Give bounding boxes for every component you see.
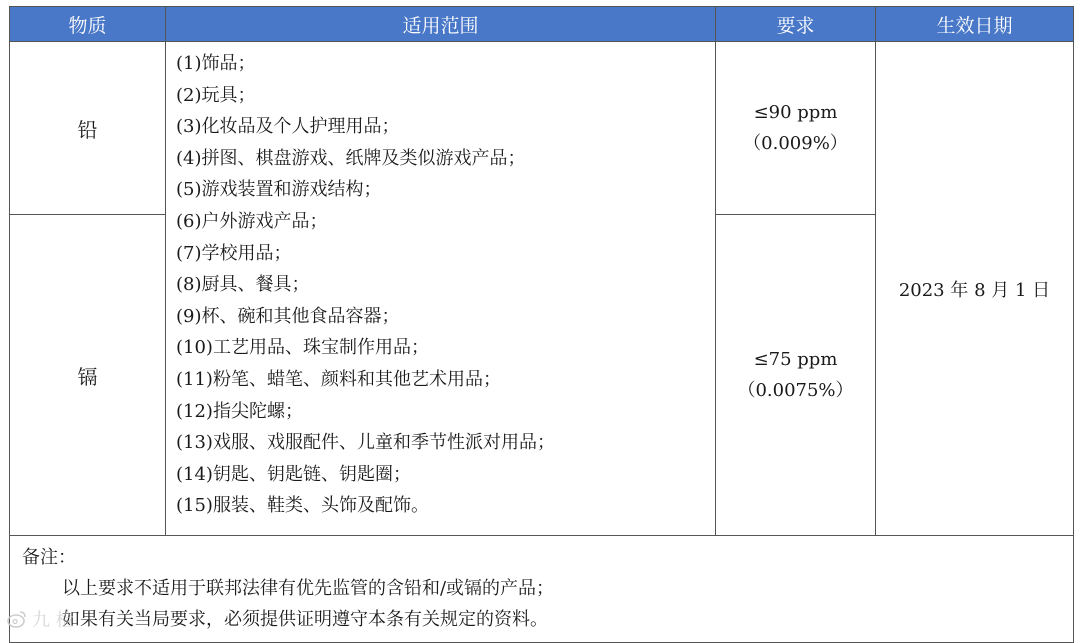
effective-date: 2023 年 8 月 1 日: [876, 42, 1074, 536]
table-header-row: [10, 7, 1074, 42]
substance-lead: 铅: [10, 42, 166, 215]
note-line-2: 如果有关当局要求，必须提供证明遵守本条有关规定的资料。: [62, 609, 548, 630]
requirement-lead-limit: ≤90 ppm: [753, 102, 838, 123]
regulation-table: [9, 6, 1074, 643]
scope-item: (2)玩具；: [176, 84, 256, 106]
scope-list: [176, 48, 715, 522]
requirement-cadmium-percent: （0.0075%）: [737, 380, 854, 401]
requirement-lead-percent: （0.009%）: [743, 133, 848, 154]
requirement-cadmium: [716, 215, 876, 536]
notes-cell: [10, 536, 1074, 643]
scope-item: (8)厨具、餐具；: [176, 274, 310, 296]
notes-row: [10, 536, 1074, 643]
header-substance: 物质: [10, 7, 166, 42]
header-requirement: 要求: [716, 7, 876, 42]
scope-item: (3)化妆品及个人护理用品；: [176, 116, 400, 138]
scope-item: (5)游戏装置和游戏结构；: [176, 179, 382, 201]
scope-item: (4)拼图、棋盘游戏、纸牌及类似游戏产品；: [176, 147, 526, 169]
scope-item: (14)钥匙、钥匙链、钥匙圈；: [176, 463, 411, 485]
scope-cell: [166, 42, 716, 536]
scope-item: (13)戏服、戏服配件、儿童和季节性派对用品；: [176, 432, 555, 454]
scope-item: (6)户外游戏产品；: [176, 210, 328, 232]
scope-item: (7)学校用品；: [176, 242, 292, 264]
scope-item: (1)饰品；: [176, 53, 256, 74]
notes-label: 备注：: [22, 547, 76, 568]
scope-item: (10)工艺用品、珠宝制作用品；: [176, 337, 429, 359]
scope-item: (9)杯、碗和其他食品容器；: [176, 305, 400, 327]
scope-item: (12)指尖陀螺；: [176, 400, 303, 422]
requirement-cadmium-limit: ≤75 ppm: [753, 349, 838, 370]
header-scope: 适用范围: [166, 7, 716, 42]
watermark-text: 九 检: [32, 610, 74, 631]
note-line-1: 以上要求不适用于联邦法律有优先监管的含铅和/或镉的产品；: [62, 578, 555, 599]
scope-item: (11)粉笔、蜡笔、颜料和其他艺术用品；: [176, 368, 501, 390]
header-effective-date: 生效日期: [876, 7, 1074, 42]
scope-item: (15)服装、鞋类、头饰及配饰。: [176, 495, 429, 517]
substance-cadmium: 镉: [10, 215, 166, 536]
requirement-lead: [716, 42, 876, 215]
table-row-lead: [10, 42, 1074, 215]
